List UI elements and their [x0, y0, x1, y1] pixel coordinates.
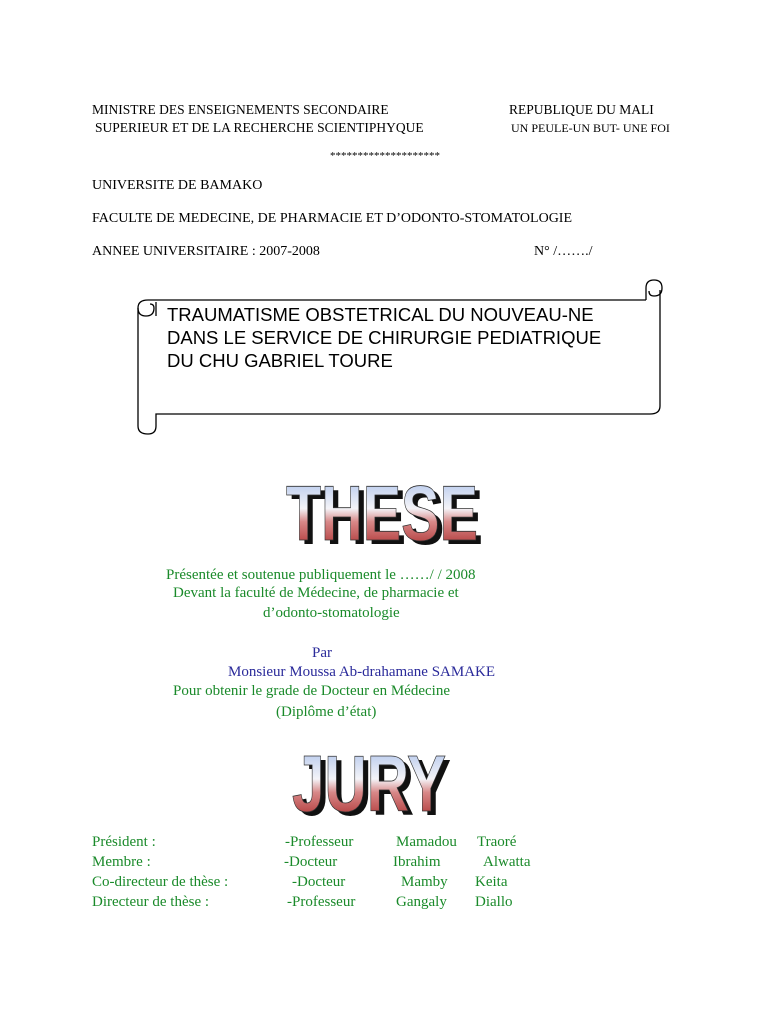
these-text: THESE: [286, 469, 478, 552]
jury-role: Directeur de thèse :: [92, 894, 210, 910]
thesis-number: N° /……./: [534, 244, 593, 259]
jury-first-name: Ibrahim: [393, 854, 441, 870]
jury-role: Président :: [92, 834, 156, 850]
motto-label: UN PEULE-UN BUT- UNE FOI: [511, 121, 670, 135]
these-wordart: [278, 468, 488, 552]
jury-first-name: Mamadou: [396, 834, 457, 850]
faculty-name: FACULTE DE MEDECINE, DE PHARMACIE ET D’ODONTO-STOMATOLOGIE: [92, 211, 573, 226]
jury-text: JURY: [292, 739, 446, 820]
jury-last-name: Alwatta: [483, 854, 531, 870]
these-shadow: THESE: [291, 473, 483, 552]
ministry-line-1: MINISTRE DES ENSEIGNEMENTS SECONDAIRE: [92, 102, 389, 117]
grade-line: Pour obtenir le grade de Docteur en Médecine: [173, 683, 450, 699]
jury-last-name: Diallo: [475, 894, 513, 910]
jury-first-name: Mamby: [401, 874, 448, 890]
presentation-line-3: d’odonto-stomatologie: [263, 605, 400, 621]
jury-last-name: Keita: [475, 874, 508, 890]
thesis-title-line-1: TRAUMATISME OBSTETRICAL DU NOUVEAU-NE: [167, 304, 594, 325]
jury-wordart: [284, 738, 456, 820]
thesis-title-line-3: DU CHU GABRIEL TOURE: [167, 350, 393, 371]
author-name: Monsieur Moussa Ab-drahamane SAMAKE: [228, 664, 496, 680]
republic-label: REPUBLIQUE DU MALI: [509, 102, 654, 117]
jury-last-name: Traoré: [477, 834, 517, 850]
jury-first-name: Gangaly: [396, 894, 447, 910]
diploma-line: (Diplôme d’état): [276, 704, 377, 720]
jury-title: -Docteur: [284, 854, 338, 870]
thesis-title-line-2: DANS LE SERVICE DE CHIRURGIE PEDIATRIQUE: [167, 327, 602, 348]
stars-separator: ********************: [330, 150, 440, 162]
ministry-line-2: SUPERIEUR ET DE LA RECHERCHE SCIENTIPHYQUE: [95, 120, 424, 135]
jury-title: -Professeur: [287, 894, 356, 910]
university-name: UNIVERSITE DE BAMAKO: [92, 178, 263, 193]
jury-role: Membre :: [92, 854, 151, 870]
thesis-title: [167, 303, 601, 372]
presentation-line-1: Présentée et soutenue publiquement le ……/ / 2008: [166, 567, 476, 583]
academic-year: ANNEE UNIVERSITAIRE : 2007-2008: [92, 244, 320, 259]
jury-title: -Professeur: [285, 834, 354, 850]
jury-shadow: JURY: [297, 743, 451, 820]
jury-title: -Docteur: [292, 874, 346, 890]
jury-role: Co-directeur de thèse :: [92, 874, 229, 890]
par-label: Par: [312, 645, 332, 661]
presentation-line-2: Devant la faculté de Médecine, de pharmacie et: [173, 585, 459, 601]
